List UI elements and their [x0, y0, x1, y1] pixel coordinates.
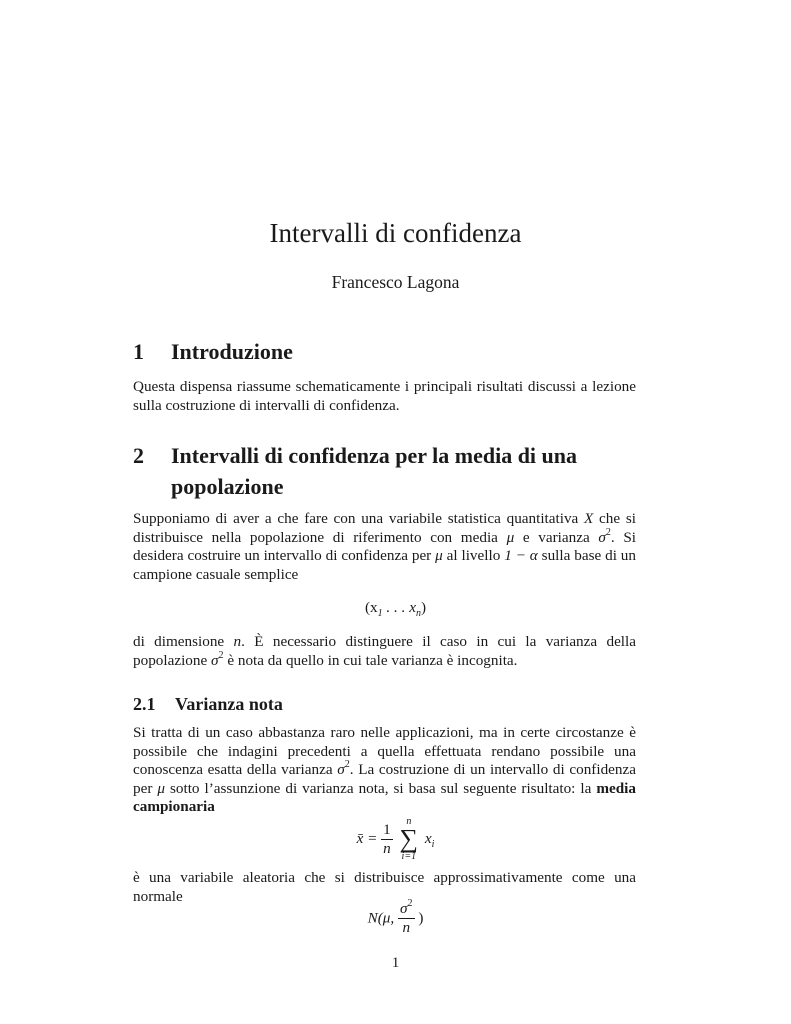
math-text: (x — [364, 599, 378, 616]
summation — [400, 816, 419, 862]
fraction — [398, 897, 415, 937]
math-symbol: x — [424, 830, 432, 847]
math-symbol: X — [584, 510, 594, 527]
section-number: 1 — [133, 339, 144, 364]
section-2-body — [133, 510, 636, 584]
text-run: sotto l’assunzione di varianza nota, si basa sul seguente risultato: la — [165, 779, 597, 797]
bold-term: media campionaria — [133, 779, 636, 816]
text-run: di dimensione — [133, 633, 234, 650]
math-symbol: σ — [598, 528, 606, 546]
superscript: 2 — [407, 897, 413, 909]
section-title-line-2: popolazione — [171, 474, 284, 499]
summation-lower-limit: i=1 — [401, 851, 417, 862]
page-number: 1 — [391, 954, 400, 971]
paragraph — [133, 510, 636, 584]
text-run: sulla base di un campione casuale semplice — [133, 547, 636, 583]
fraction-denominator: n — [398, 918, 415, 937]
section-1 — [133, 336, 636, 367]
math-symbol: μ — [506, 528, 515, 546]
math-symbol: σ — [211, 651, 219, 669]
document-author: Francesco Lagona — [331, 272, 460, 292]
paragraph — [133, 633, 636, 670]
summation-upper-limit: n — [406, 816, 412, 827]
subsection-2-1-body — [133, 724, 636, 817]
section-number: 2 — [133, 443, 144, 468]
math-text: ) — [418, 909, 424, 927]
math-text: ) — [420, 599, 427, 616]
math-text: . . . x — [382, 599, 416, 616]
fraction — [381, 821, 393, 858]
summand — [424, 830, 435, 851]
section-1-body — [133, 378, 636, 415]
text-run: . La costruzione di un intervallo di confidenza per — [133, 761, 636, 797]
text-run: al livello — [442, 547, 505, 565]
fraction-denominator: n — [383, 839, 391, 857]
text-run: che si distribuisce nella popolazione di riferimento con media — [133, 510, 636, 546]
subsection-heading — [133, 692, 636, 716]
section-2 — [133, 440, 636, 502]
paragraph: Questa dispensa riassume schematicamente i principali risultati discussi a lezione sulla costruzione di intervalli di confidenza. — [133, 378, 636, 414]
section-title: Introduzione — [171, 339, 293, 364]
math-text: N(μ, — [367, 909, 399, 927]
subscript: 1 — [377, 608, 383, 620]
math-text: x̄ = — [356, 830, 378, 847]
math-symbol: n — [233, 633, 242, 650]
subsection-title: Varianza nota — [175, 694, 283, 714]
fraction-numerator — [398, 897, 415, 918]
equation-sample — [0, 599, 791, 620]
text-run: . Si desidera costruire un intervallo di confidenza per — [133, 528, 637, 565]
equation-normal — [0, 897, 791, 937]
summation-symbol: ∑ — [399, 824, 419, 853]
equation-sample-mean — [0, 816, 791, 862]
document-title: Intervalli di confidenza — [269, 218, 522, 248]
section-heading — [133, 336, 636, 367]
text-run: Supponiamo di aver a che fare con una variabile statistica quantitativa — [133, 510, 585, 527]
math-expression: 1 − α — [504, 547, 538, 565]
text-run: e varianza — [514, 528, 599, 546]
subscript: n — [415, 608, 421, 620]
superscript: 2 — [605, 526, 611, 538]
superscript: 2 — [218, 649, 224, 661]
text-run: . È necessario distinguere il caso in cui la varianza della popolazione — [133, 633, 636, 669]
math-symbol: μ — [435, 547, 443, 565]
math-symbol: σ — [337, 761, 345, 779]
section-2-body-2 — [133, 633, 636, 670]
section-heading — [133, 440, 636, 502]
text-run: Si tratta di un caso abbastanza raro nelle applicazioni, ma in certe circostanze è possibile che indagini precedenti a quella effettuata rendano possibile una conoscenza esatta della varianza — [133, 724, 636, 779]
text-run: è nota da quello in cui tale varianza è incognita. — [223, 651, 518, 669]
subsection-number: 2.1 — [133, 694, 156, 714]
paragraph: è una variabile aleatoria che si distribuisce approssimativamente come una normale — [133, 869, 636, 905]
section-title-line-1: Intervalli di confidenza per la media di una — [171, 443, 578, 468]
section-title — [171, 440, 577, 502]
subscript: i — [431, 839, 435, 851]
fraction-numerator: 1 — [383, 820, 391, 838]
math-symbol: μ — [157, 779, 165, 797]
subsection-2-1 — [133, 692, 636, 716]
superscript: 2 — [344, 759, 350, 771]
paragraph — [133, 724, 636, 817]
math-symbol: σ — [400, 900, 408, 917]
